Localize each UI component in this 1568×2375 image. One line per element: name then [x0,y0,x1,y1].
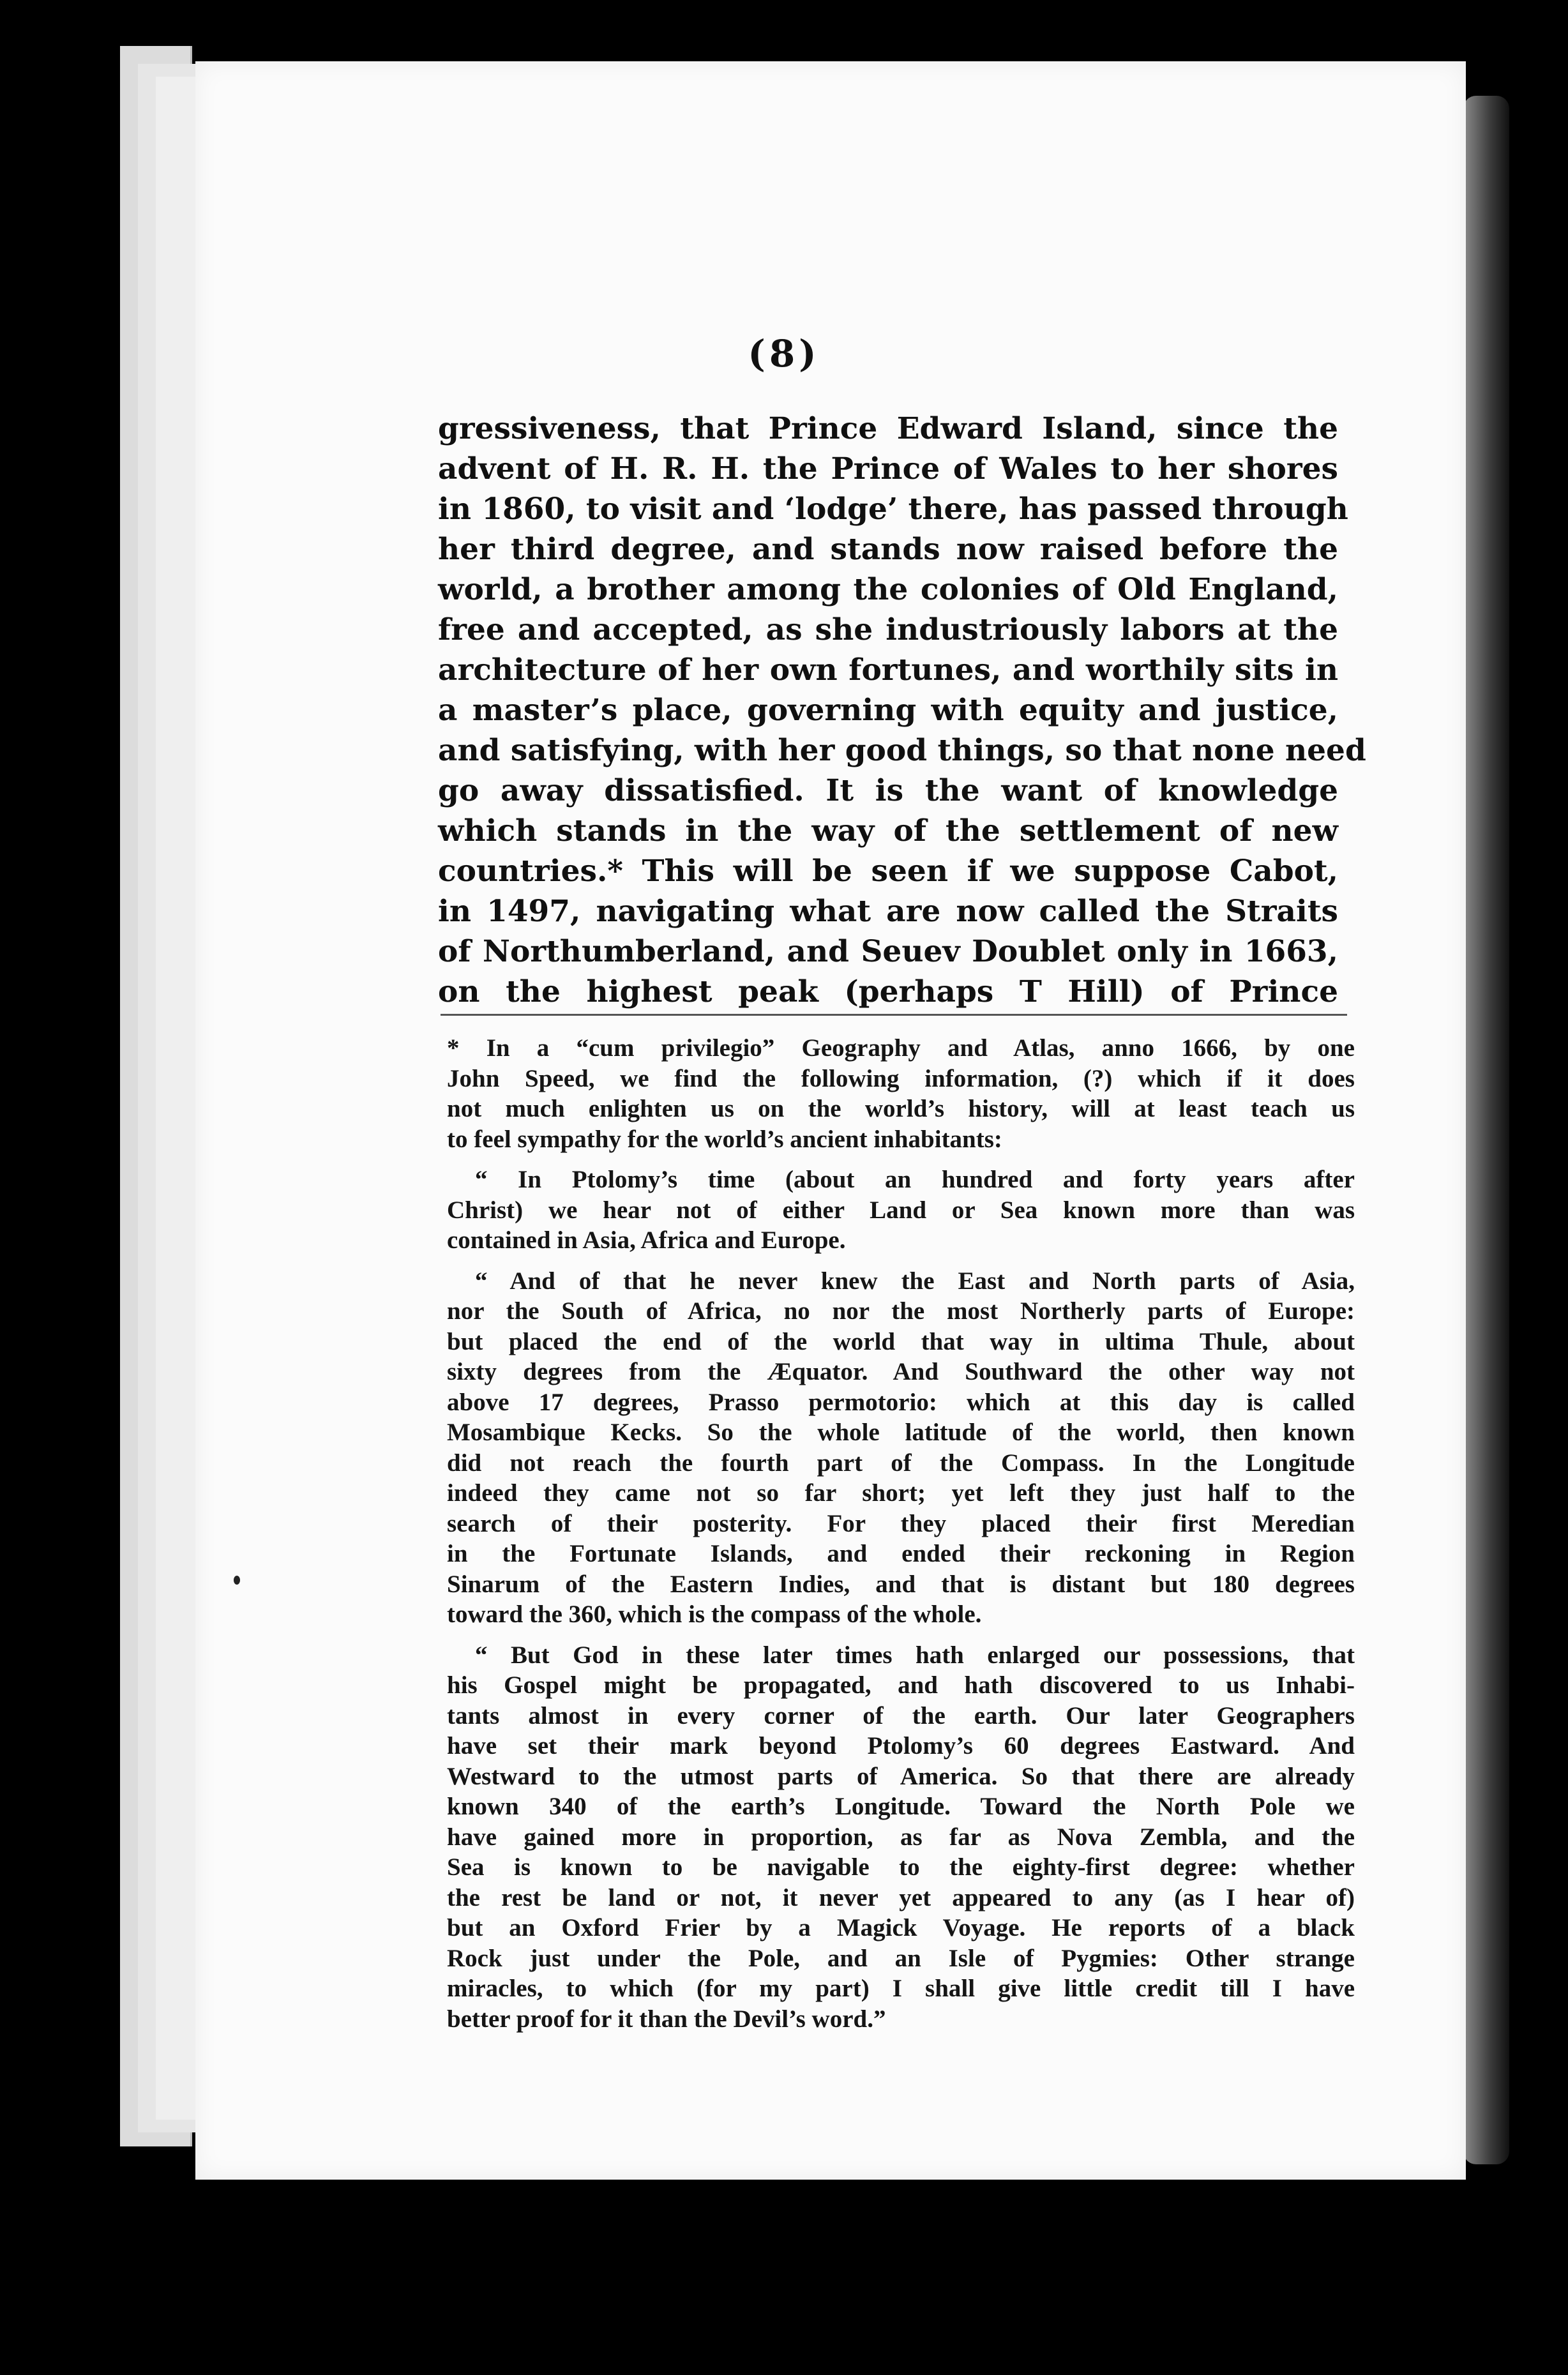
body-line: gressiveness, that Prince Edward Island, since the [438,411,1338,446]
footnote-block [447,1033,1355,2034]
footnote-line: toward the 360, which is the compass of the whole. [447,1601,982,1628]
footnote-line: have set their mark beyond Ptolomy’s 60 degrees Eastward. And [447,1732,1355,1760]
footnote-line: the rest be land or not, it never yet appeared to any (as I hear of) [447,1883,1355,1911]
body-line: her third degree, and stands now raised before the [438,532,1338,567]
footnote-paragraph [447,1640,1355,2035]
body-line: architecture of her own fortunes, and worthily sits in [438,652,1338,688]
footnote-line: Rock just under the Pole, and an Isle of Pygmies: Other strange [447,1944,1355,1972]
footnote-paragraph [447,1165,1355,1256]
footnote-line: * In a “cum privilegio” Geography and Atlas, anno 1666, by one [447,1034,1355,1062]
margin-ink-spot [234,1576,240,1585]
footnote-line: “ But God in these later times hath enlarged our possessions, that [475,1641,1355,1669]
footnote-line: miracles, to which (for my part) I shall give little credit till I have [447,1975,1355,2002]
footnote-line: nor the South of Africa, no nor the most Northerly parts of Europe: [447,1297,1355,1325]
footnote-line: have gained more in proportion, as far as Nova Zembla, and the [447,1823,1355,1851]
body-line: a master’s place, governing with equity and justice, [438,693,1338,728]
body-line: world, a brother among the colonies of Old England, [438,572,1338,607]
body-line: and satisfying, with her good things, so that none need [438,733,1366,768]
footnote-line: Christ) we hear not of either Land or Sea known more than was [447,1196,1355,1224]
footnote-line: tants almost in every corner of the earth. Our later Geographers [447,1701,1355,1730]
body-line: of Northumberland, and Seuev Doublet only in 1663, [438,934,1338,969]
footnote-line: better proof for it than the Devil’s word.” [447,2005,886,2033]
footnote-line: “ And of that he never knew the East and North parts of Asia, [475,1267,1355,1295]
footnote-line: Sinarum of the Eastern Indies, and that is distant but 180 degrees [447,1570,1355,1598]
body-line: in 1497, navigating what are now called the Straits [438,894,1338,929]
footnote-line: contained in Asia, Africa and Europe. [447,1226,846,1254]
footnote-line: indeed they came not so far short; yet left they just half to the [447,1479,1355,1507]
page-number: (8) [748,332,820,375]
footnote-line: “ In Ptolomy’s time (about an hundred and forty years after [475,1166,1355,1193]
footnote-paragraph [447,1266,1355,1630]
footnote-line: his Gospel might be propagated, and hath discovered to us Inhabi- [447,1671,1355,1699]
footnote-line: did not reach the fourth part of the Compass. In the Longitude [447,1449,1355,1477]
footnote-line: but placed the end of the world that way in ultima Thule, about [447,1327,1355,1355]
body-line: free and accepted, as she industriously labors at the [438,612,1338,647]
footnote-line: not much enlighten us on the world’s history, will at least teach us [447,1095,1355,1122]
body-line: go away dissatisfied. It is the want of knowledge [438,773,1338,808]
body-line: in 1860, to visit and ‘lodge’ there, has passed through [438,492,1348,527]
footnote-line: John Speed, we find the following information, (?) which if it does [447,1064,1355,1092]
footnote-line: to feel sympathy for the world’s ancient inhabitants: [447,1125,1002,1153]
main-text-block [438,409,1366,1012]
body-line: countries.* This will be seen if we suppose Cabot, [438,854,1338,889]
footnote-paragraph [447,1033,1355,1154]
body-line: which stands in the way of the settlement of new [438,813,1338,848]
footnote-divider [441,1014,1347,1016]
footnote-line: Westward to the utmost parts of America. So that there are already [447,1762,1355,1790]
footnote-line: search of their posterity. For they placed their first Meredian [447,1509,1355,1537]
binding-shadow [1463,96,1509,2164]
footnote-line: Mosambique Kecks. So the whole latitude of the world, then known [447,1419,1355,1446]
body-line: advent of H. R. H. the Prince of Wales to her shores [438,451,1338,486]
footnote-line: in the Fortunate Islands, and ended their reckoning in Region [447,1540,1355,1567]
scan-speck [1364,0,1373,38]
footnote-line: but an Oxford Frier by a Magick Voyage. He reports of a black [447,1914,1355,1941]
footnote-line: above 17 degrees, Prasso permotorio: which at this day is called [447,1388,1355,1416]
footnote-line: sixty degrees from the Æquator. And Southward the other way not [447,1358,1355,1385]
footnote-line: known 340 of the earth’s Longitude. Toward the North Pole we [447,1793,1355,1820]
body-line: on the highest peak (perhaps T Hill) of Prince [438,974,1338,1009]
footnote-line: Sea is known to be navigable to the eighty-first degree: whether [447,1853,1355,1881]
